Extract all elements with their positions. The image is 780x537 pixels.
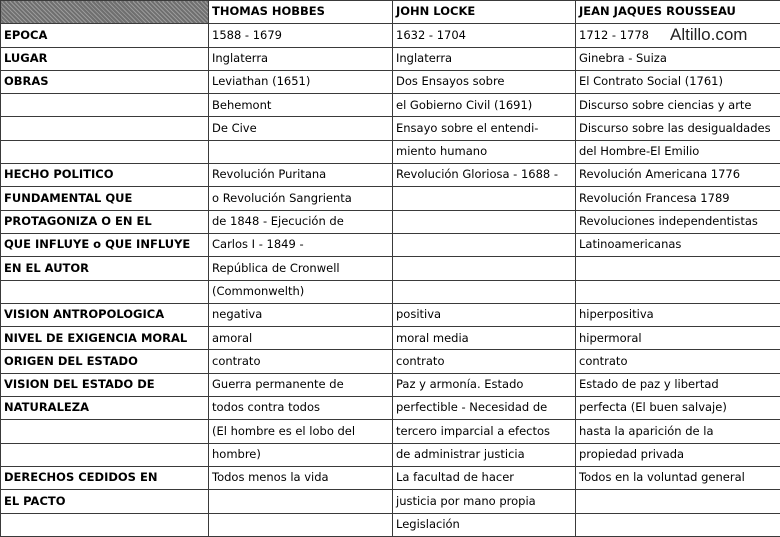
locke-cell: [393, 257, 576, 280]
locke-cell: positiva: [393, 303, 576, 326]
rousseau-cell: [576, 257, 780, 280]
locke-cell: Paz y armonía. Estado: [393, 373, 576, 396]
row-label: [1, 117, 209, 140]
rousseau-cell: del Hombre-El Emilio: [576, 140, 780, 163]
locke-cell: Legislación: [393, 513, 576, 536]
hobbes-cell: de 1848 - Ejecución de: [209, 210, 393, 233]
rousseau-cell: Latinoamericanas: [576, 233, 780, 256]
locke-cell: tercero imparcial a efectos: [393, 420, 576, 443]
hobbes-cell: Leviathan (1651): [209, 70, 393, 93]
corner-cell: [1, 1, 209, 24]
rousseau-cell: 1712 - 1778: [576, 24, 780, 47]
rousseau-cell: [576, 280, 780, 303]
hobbes-cell: o Revolución Sangrienta: [209, 187, 393, 210]
locke-cell: Ensayo sobre el entendi-: [393, 117, 576, 140]
rousseau-cell: hasta la aparición de la: [576, 420, 780, 443]
rousseau-cell: contrato: [576, 350, 780, 373]
rousseau-cell: Discurso sobre ciencias y arte: [576, 94, 780, 117]
row-label: ORIGEN DEL ESTADO: [1, 350, 209, 373]
table-row: [1, 373, 780, 396]
table-row: [1, 70, 780, 93]
hobbes-cell: De Cive: [209, 117, 393, 140]
table-row: [1, 280, 780, 303]
row-label: EN EL AUTOR: [1, 257, 209, 280]
column-header: THOMAS HOBBES: [209, 1, 393, 24]
table-row: [1, 210, 780, 233]
locke-cell: justicia por mano propia: [393, 490, 576, 513]
rousseau-cell: Revoluciones independentistas: [576, 210, 780, 233]
table-row: [1, 397, 780, 420]
row-label: HECHO POLITICO: [1, 164, 209, 187]
row-label: PROTAGONIZA O EN EL: [1, 210, 209, 233]
hobbes-cell: todos contra todos: [209, 397, 393, 420]
locke-cell: contrato: [393, 350, 576, 373]
row-label: [1, 140, 209, 163]
rousseau-cell: Revolución Americana 1776: [576, 164, 780, 187]
rousseau-cell: Todos en la voluntad general: [576, 466, 780, 489]
table-row: [1, 513, 780, 536]
rousseau-cell: El Contrato Social (1761): [576, 70, 780, 93]
rousseau-cell: Discurso sobre las desigualdades: [576, 117, 780, 140]
hobbes-cell: 1588 - 1679: [209, 24, 393, 47]
table-row: [1, 327, 780, 350]
hobbes-cell: Todos menos la vida: [209, 466, 393, 489]
row-label: NIVEL DE EXIGENCIA MORAL: [1, 327, 209, 350]
hobbes-cell: [209, 490, 393, 513]
table-row: [1, 490, 780, 513]
locke-cell: La facultad de hacer: [393, 466, 576, 489]
table-row: [1, 47, 780, 70]
row-label: QUE INFLUYE o QUE INFLUYE: [1, 233, 209, 256]
column-header: JEAN JAQUES ROUSSEAU: [576, 1, 780, 24]
rousseau-cell: Estado de paz y libertad: [576, 373, 780, 396]
table-row: [1, 140, 780, 163]
row-label: EL PACTO: [1, 490, 209, 513]
row-label: [1, 94, 209, 117]
row-label: [1, 420, 209, 443]
locke-cell: 1632 - 1704: [393, 24, 576, 47]
locke-cell: Dos Ensayos sobre: [393, 70, 576, 93]
locke-cell: perfectible - Necesidad de: [393, 397, 576, 420]
table-row: [1, 24, 780, 47]
rousseau-cell: [576, 513, 780, 536]
rousseau-cell: Revolución Francesa 1789: [576, 187, 780, 210]
watermark-text: Altillo.com: [670, 25, 747, 45]
locke-cell: miento humano: [393, 140, 576, 163]
row-label: NATURALEZA: [1, 397, 209, 420]
locke-cell: [393, 210, 576, 233]
hobbes-cell: República de Cronwell: [209, 257, 393, 280]
rousseau-cell: [576, 490, 780, 513]
locke-cell: el Gobierno Civil (1691): [393, 94, 576, 117]
rousseau-cell: hiperpositiva: [576, 303, 780, 326]
row-label: OBRAS: [1, 70, 209, 93]
row-label: VISION ANTROPOLOGICA: [1, 303, 209, 326]
header-row: [1, 1, 780, 24]
hobbes-cell: Revolución Puritana: [209, 164, 393, 187]
table-row: [1, 94, 780, 117]
hobbes-cell: (El hombre es el lobo del: [209, 420, 393, 443]
table-row: [1, 164, 780, 187]
row-label: [1, 443, 209, 466]
table-row: [1, 257, 780, 280]
hobbes-cell: Guerra permanente de: [209, 373, 393, 396]
table-row: [1, 187, 780, 210]
locke-cell: [393, 233, 576, 256]
locke-cell: moral media: [393, 327, 576, 350]
table-row: [1, 466, 780, 489]
row-label: VISION DEL ESTADO DE: [1, 373, 209, 396]
hobbes-cell: Carlos I - 1849 -: [209, 233, 393, 256]
hobbes-cell: Behemont: [209, 94, 393, 117]
column-header: JOHN LOCKE: [393, 1, 576, 24]
row-label: [1, 280, 209, 303]
hobbes-cell: amoral: [209, 327, 393, 350]
locke-cell: Inglaterra: [393, 47, 576, 70]
locke-cell: [393, 280, 576, 303]
row-label: DERECHOS CEDIDOS EN: [1, 466, 209, 489]
table-row: [1, 350, 780, 373]
hobbes-cell: contrato: [209, 350, 393, 373]
locke-cell: de administrar justicia: [393, 443, 576, 466]
row-label: EPOCA: [1, 24, 209, 47]
hobbes-cell: (Commonwelth): [209, 280, 393, 303]
hobbes-cell: hombre): [209, 443, 393, 466]
table-row: [1, 303, 780, 326]
row-label: [1, 513, 209, 536]
hobbes-cell: [209, 140, 393, 163]
hobbes-cell: negativa: [209, 303, 393, 326]
rousseau-cell: hipermoral: [576, 327, 780, 350]
locke-cell: Revolución Gloriosa - 1688 -: [393, 164, 576, 187]
rousseau-cell: perfecta (El buen salvaje): [576, 397, 780, 420]
rousseau-cell: propiedad privada: [576, 443, 780, 466]
row-label: LUGAR: [1, 47, 209, 70]
table-row: [1, 233, 780, 256]
rousseau-cell: Ginebra - Suiza: [576, 47, 780, 70]
hobbes-cell: [209, 513, 393, 536]
table-row: [1, 420, 780, 443]
hobbes-cell: Inglaterra: [209, 47, 393, 70]
row-label: FUNDAMENTAL QUE: [1, 187, 209, 210]
table-row: [1, 443, 780, 466]
locke-cell: [393, 187, 576, 210]
table-row: [1, 117, 780, 140]
